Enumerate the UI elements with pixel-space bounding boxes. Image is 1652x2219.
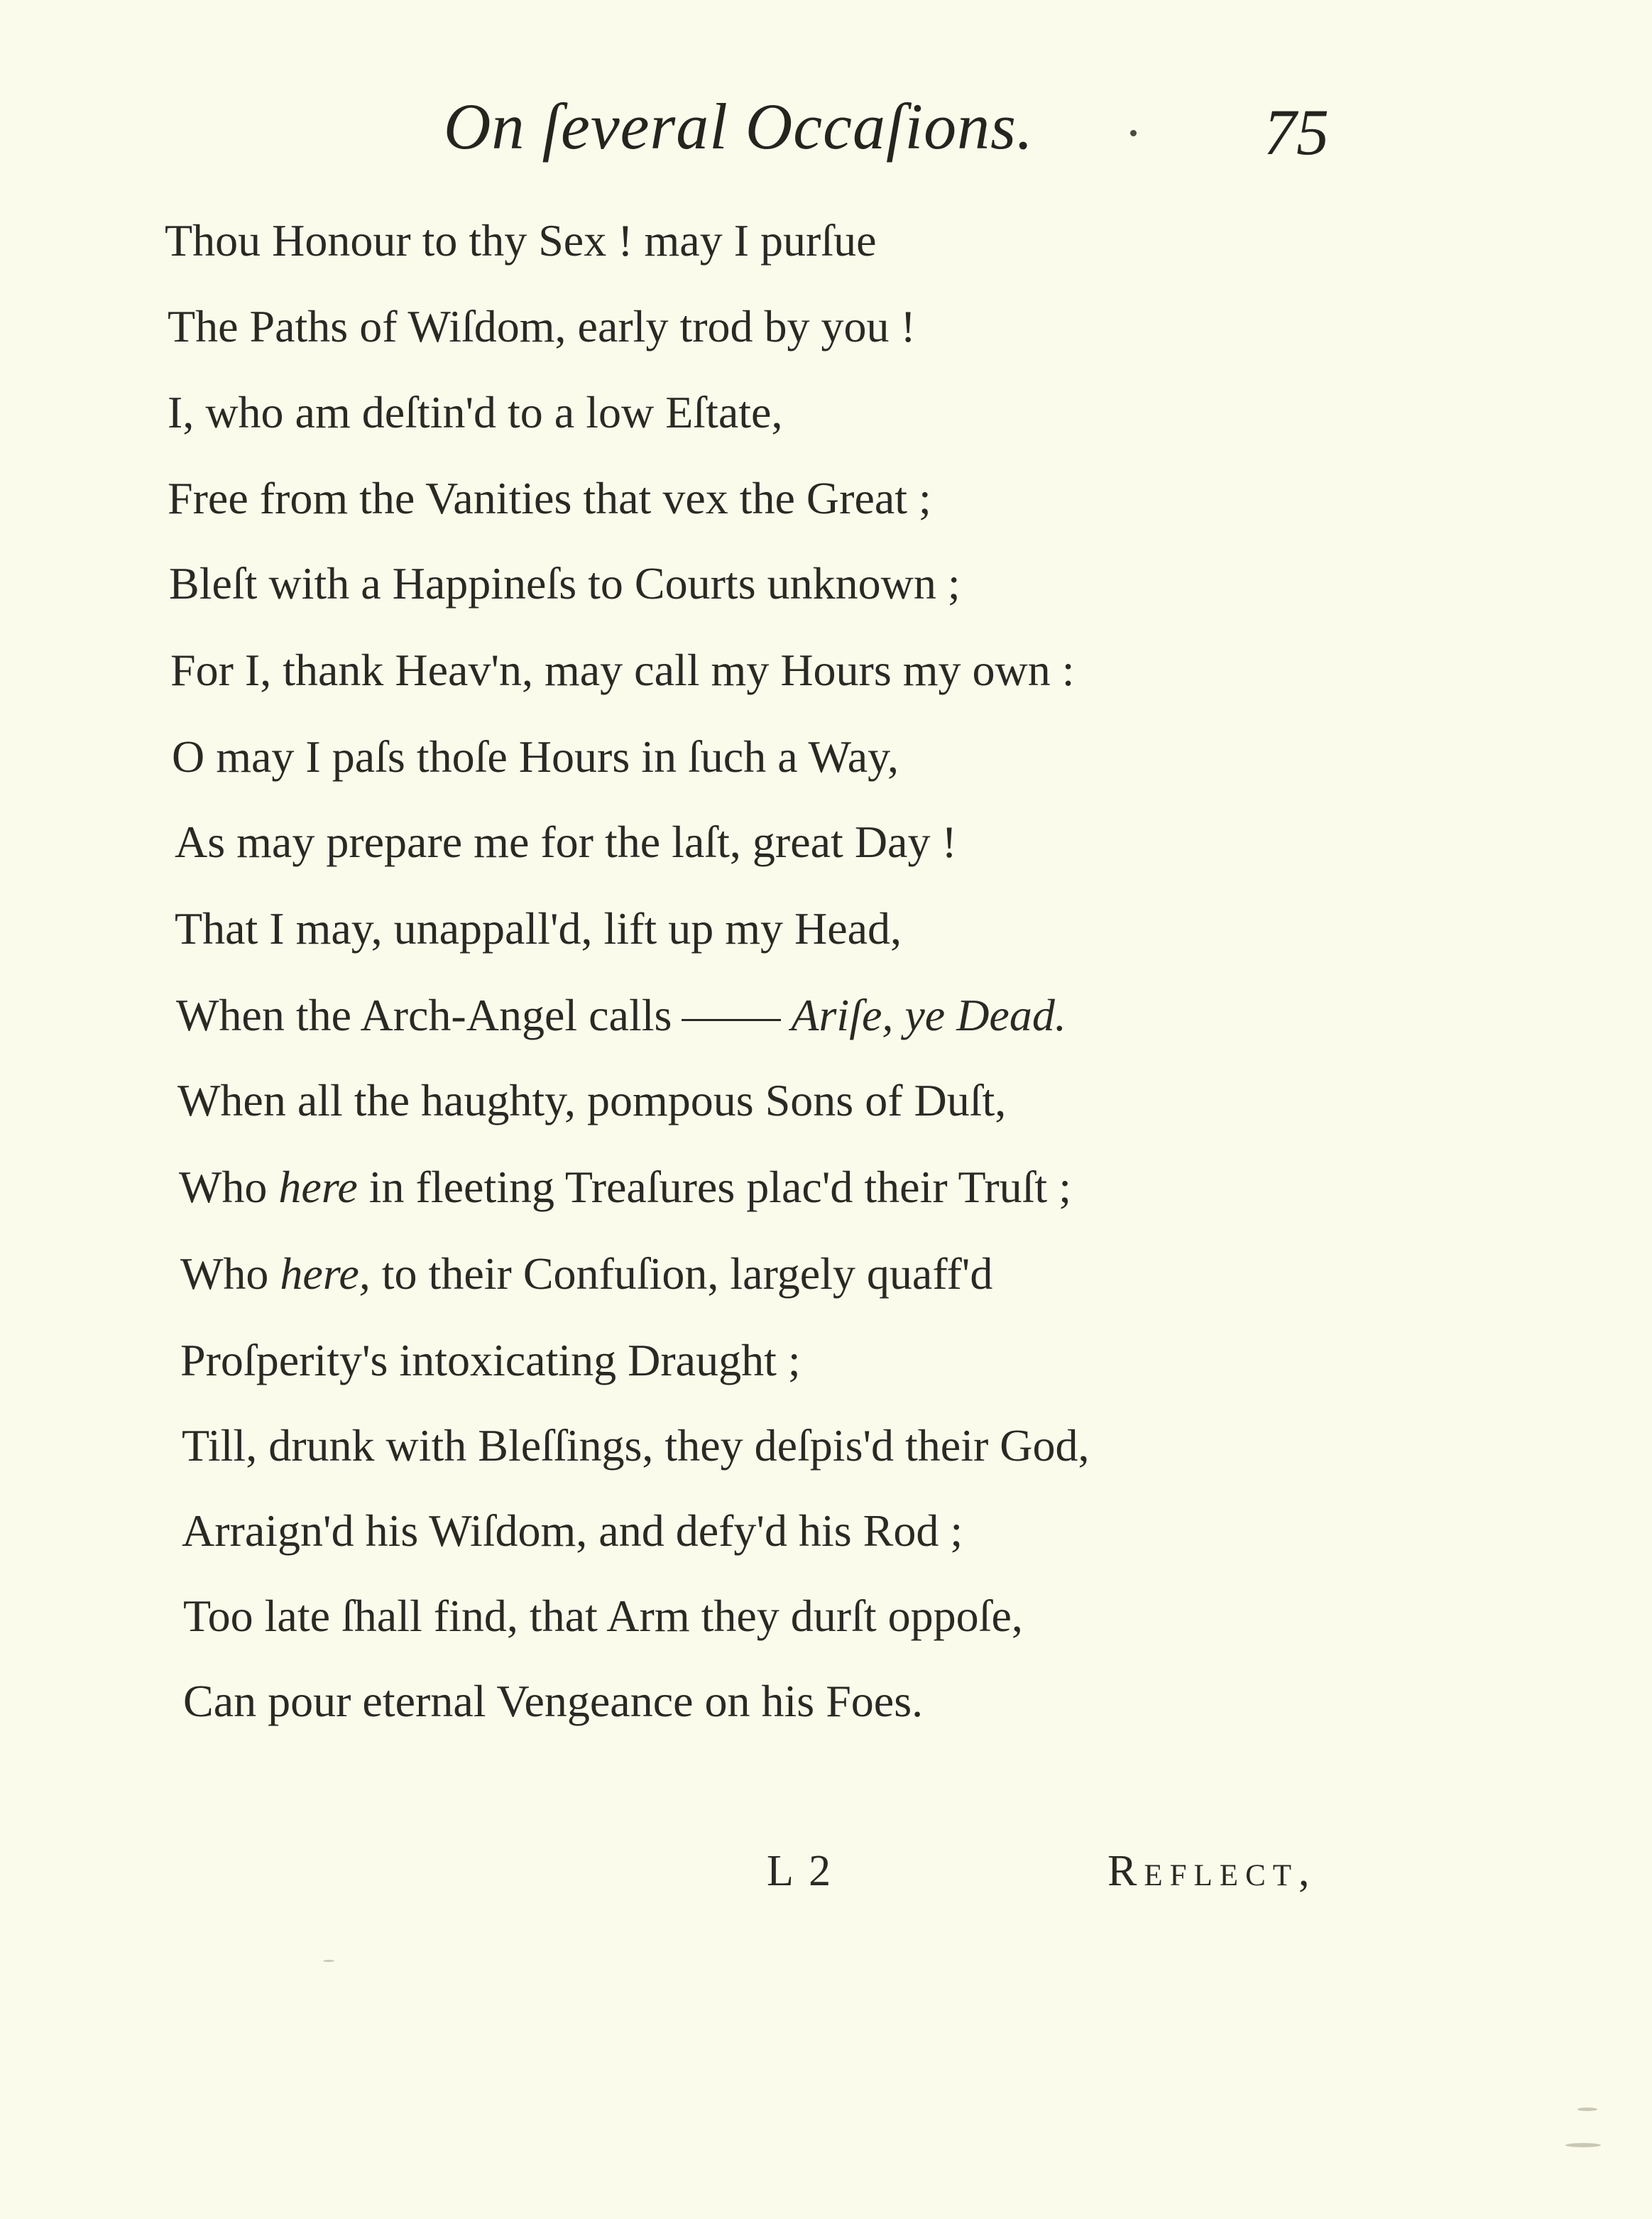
page-number: 75 <box>1264 96 1329 168</box>
verse-line: Till, drunk with Bleſſings, they deſpis'd their God, <box>182 1420 1090 1471</box>
verse-line: Can pour eternal Vengeance on his Foes. <box>183 1676 924 1726</box>
decorative-dot <box>1130 130 1137 136</box>
verse-line: Free from the Vanities that vex the Great ; <box>168 473 931 523</box>
verse-line: Bleſt with a Happineſs to Courts unknown ; <box>169 558 961 609</box>
catchword: Reflect, <box>1107 1847 1317 1895</box>
verse-line: The Paths of Wiſdom, early trod by you ! <box>168 301 916 351</box>
verse-line: Too late ſhall find, that Arm they durſt oppoſe, <box>183 1591 1023 1641</box>
verse-line: O may I paſs thoſe Hours in ſuch a Way, <box>172 731 899 782</box>
paper-blemish <box>1577 2108 1597 2111</box>
italic-word: here, <box>280 1248 371 1299</box>
verse-line: Arraign'd his Wiſdom, and defy'd his Rod ; <box>182 1505 963 1556</box>
verse-line: Proſperity's intoxicating Draught ; <box>180 1335 801 1385</box>
verse-line-text: Who <box>180 1248 269 1299</box>
running-head <box>0 89 1652 174</box>
verse-line: When all the haughty, pompous Sons of Duſt, <box>177 1075 1007 1125</box>
page-footer <box>0 1846 1652 1903</box>
italic-word: here <box>278 1162 358 1212</box>
verse-line-text: in fleeting Treaſures plac'd their Truſt ; <box>357 1162 1071 1212</box>
running-title: On ſeveral Occaſions. <box>444 90 1034 163</box>
verse-line: Thou Honour to thy Sex ! may I purſue <box>165 215 877 266</box>
signature-mark: L 2 <box>767 1847 834 1895</box>
italic-phrase: Ariſe, ye Dead. <box>791 990 1066 1040</box>
paper-blemish <box>323 1960 334 1962</box>
verse-line: That I may, unappall'd, lift up my Head, <box>175 903 902 954</box>
paper-blemish <box>1565 2143 1601 2147</box>
verse-line-text: Who <box>179 1162 268 1212</box>
verse-line-text: to their Confuſion, largely quaff'd <box>370 1248 993 1299</box>
verse-line: For I, thank Heav'n, may call my Hours my own : <box>170 645 1075 695</box>
verse-line-here <box>179 1162 1071 1212</box>
verse-line-text: When the Arch-Angel calls <box>176 990 672 1040</box>
verse-line: I, who am deſtin'd to a low Eſtate, <box>168 387 783 437</box>
verse-line: As may prepare me for the laſt, great Day ! <box>175 817 957 867</box>
verse-line-arise <box>176 990 1066 1040</box>
em-dash-rule <box>682 1019 781 1021</box>
verse-line-here <box>180 1248 993 1299</box>
